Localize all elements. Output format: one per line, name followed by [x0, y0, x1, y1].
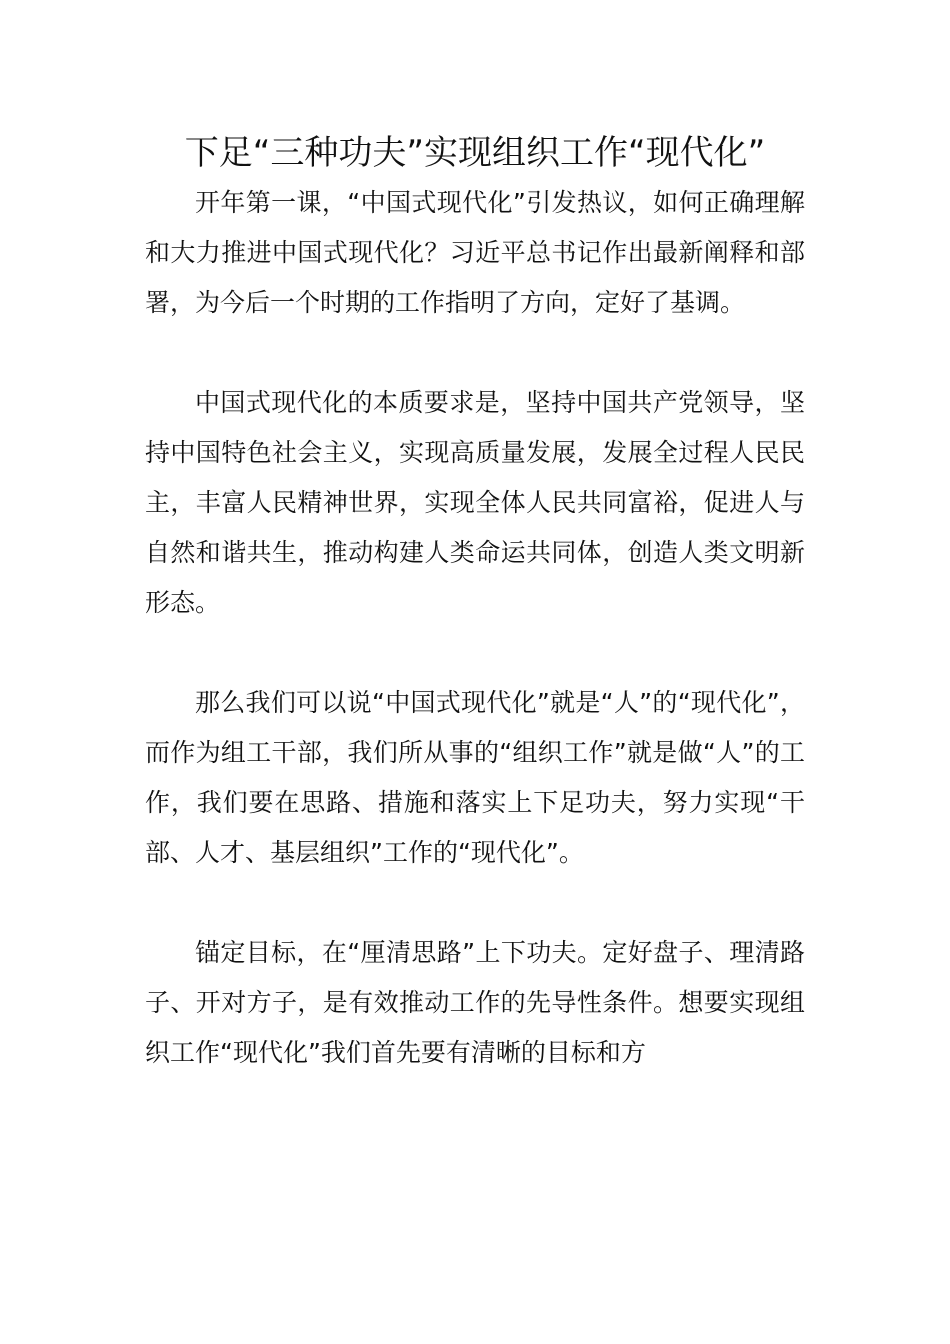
paragraph-essence: 中国式现代化的本质要求是，坚持中国共产党领导，坚持中国特色社会主义，实现高质量发展，发展全过程人民民主，丰富人民精神世界，实现全体人民共同富裕，促进人与自然和谐共生，推动构建人类命运共同体，创造人类文明新形态。 [145, 388, 805, 617]
paragraph-intro: 开年第一课，“中国式现代化”引发热议，如何正确理解和大力推进中国式现代化？习近平总书记作出最新阐释和部署，为今后一个时期的工作指明了方向，定好了基调。 [145, 188, 805, 317]
document-body [145, 128, 805, 1128]
document-title: 下足“三种功夫”实现组织工作“现代化” [184, 133, 766, 173]
paragraph-clarify-thinking: 锚定目标，在“厘清思路”上下功夫。定好盘子、理清路子、开对方子，是有效推动工作的先导性条件。想要实现组织工作“现代化”我们首先要有清晰的目标和方 [145, 938, 805, 1067]
paragraph-organization-work: 那么我们可以说“中国式现代化”就是“人”的“现代化”，而作为组工干部，我们所从事的“组织工作”就是做“人”的工作，我们要在思路、措施和落实上下足功夫，努力实现“干部、人才、基层组织”工作的“现代化”。 [145, 688, 805, 867]
